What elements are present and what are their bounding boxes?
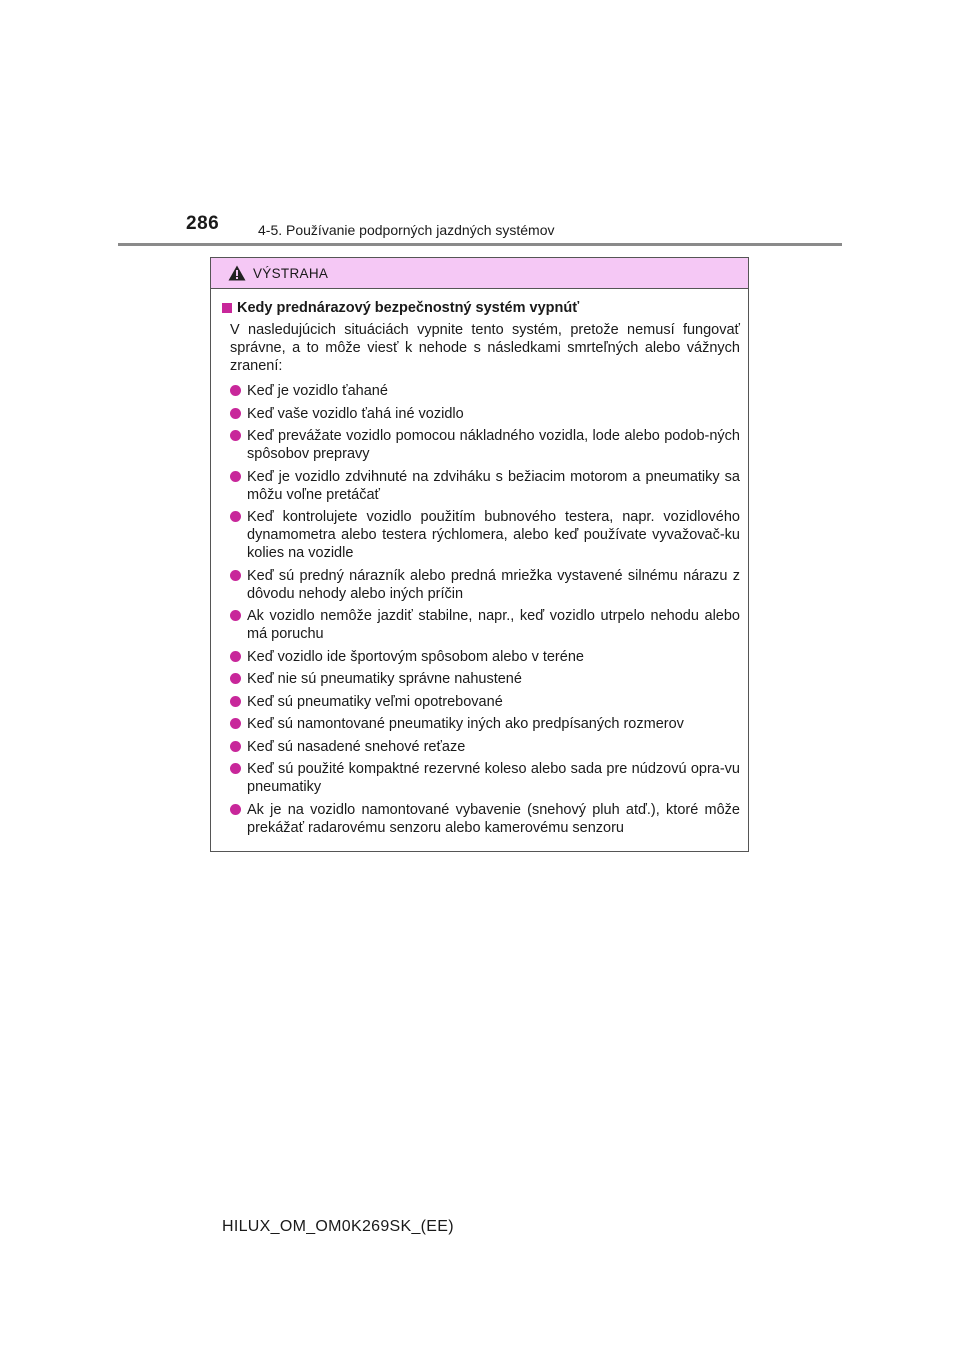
list-item-text: Keď je vozidlo ťahané: [247, 383, 388, 399]
warning-item-list: [222, 382, 740, 837]
list-item-text: Keď sú pneumatiky veľmi opotrebované: [247, 693, 503, 710]
warning-header: [211, 258, 748, 289]
bullet-dot-icon: [230, 673, 241, 684]
header-divider: [118, 243, 842, 246]
list-item: [222, 670, 740, 688]
list-item: [222, 382, 740, 400]
list-item: [222, 468, 740, 504]
list-item-text: Ak je na vozidlo namontované vybavenie (snehový pluh atď.), ktoré môže prekážať radarovému senzoru alebo kamerovému senzoru: [247, 801, 740, 836]
bullet-dot-icon: [230, 696, 241, 707]
list-item-text: Keď je vozidlo zdvihnuté na zdviháku s bežiacim motorom a pneumatiky sa môžu voľne pretáčať: [247, 468, 740, 503]
bullet-dot-icon: [230, 741, 241, 752]
list-item-text: Keď sú namontované pneumatiky iných ako predpísaných rozmerov: [247, 716, 684, 732]
bullet-dot-icon: [230, 651, 241, 662]
list-item: [222, 405, 740, 423]
section-title: 4-5. Používanie podporných jazdných systémov: [258, 222, 555, 238]
list-item-text: Keď vozidlo ide športovým spôsobom alebo v teréne: [247, 648, 584, 665]
bullet-dot-icon: [230, 430, 241, 441]
warning-body: [211, 289, 748, 851]
list-item-text: Ak vozidlo nemôže jazdiť stabilne, napr., keď vozidlo utrpelo nehodu alebo má poruchu: [247, 608, 740, 642]
square-bullet-icon: [222, 303, 232, 313]
page-number: 286: [186, 213, 220, 234]
list-item-text: Keď vaše vozidlo ťahá iné vozidlo: [247, 405, 464, 422]
list-item: [222, 427, 740, 463]
warning-box: [210, 257, 749, 852]
warning-intro: V nasledujúcich situáciách vypnite tento systém, pretože nemusí fungovať správne, a to môže viesť k nehode s následkami smrteľných alebo vážnych zranení:: [230, 322, 740, 374]
warning-triangle-icon: [228, 265, 246, 281]
bullet-dot-icon: [230, 471, 241, 482]
bullet-dot-icon: [230, 511, 241, 522]
bullet-dot-icon: [230, 718, 241, 729]
list-item: [222, 567, 740, 603]
bullet-dot-icon: [230, 804, 241, 815]
list-item-text: Keď sú použité kompaktné rezervné koleso alebo sada pre núdzovú opra-vu pneumatiky: [247, 761, 740, 795]
list-item: [222, 715, 740, 733]
list-item: [222, 801, 740, 837]
list-item-text: Keď kontrolujete vozidlo použitím bubnového testera, napr. vozidlového dynamometra alebo testera rýchlomera, alebo keď používate vyvažovač-ku kolies na vozidle: [247, 509, 740, 561]
warning-topic: [222, 300, 740, 316]
list-item: [222, 508, 740, 562]
bullet-dot-icon: [230, 385, 241, 396]
list-item-text: Keď sú nasadené snehové reťaze: [247, 738, 466, 755]
list-item-text: Keď sú predný nárazník alebo predná mriežka vystavené silnému nárazu z dôvodu nehody alebo iných príčin: [247, 567, 740, 602]
warning-topic-text: Kedy prednárazový bezpečnostný systém vypnúť: [237, 300, 580, 316]
bullet-dot-icon: [230, 408, 241, 419]
list-item: [222, 738, 740, 756]
bullet-dot-icon: [230, 570, 241, 581]
list-item-text: Keď prevážate vozidlo pomocou nákladného vozidla, lode alebo podob-ných spôsobov prepravy: [247, 428, 740, 462]
list-item: [222, 760, 740, 796]
bullet-dot-icon: [230, 610, 241, 621]
document-code: HILUX_OM_OM0K269SK_(EE): [222, 1218, 454, 1235]
list-item: [222, 607, 740, 643]
list-item: [222, 693, 740, 711]
list-item: [222, 648, 740, 666]
list-item-text: Keď nie sú pneumatiky správne nahustené: [247, 671, 522, 687]
bullet-dot-icon: [230, 763, 241, 774]
warning-label: VÝSTRAHA: [253, 265, 329, 281]
